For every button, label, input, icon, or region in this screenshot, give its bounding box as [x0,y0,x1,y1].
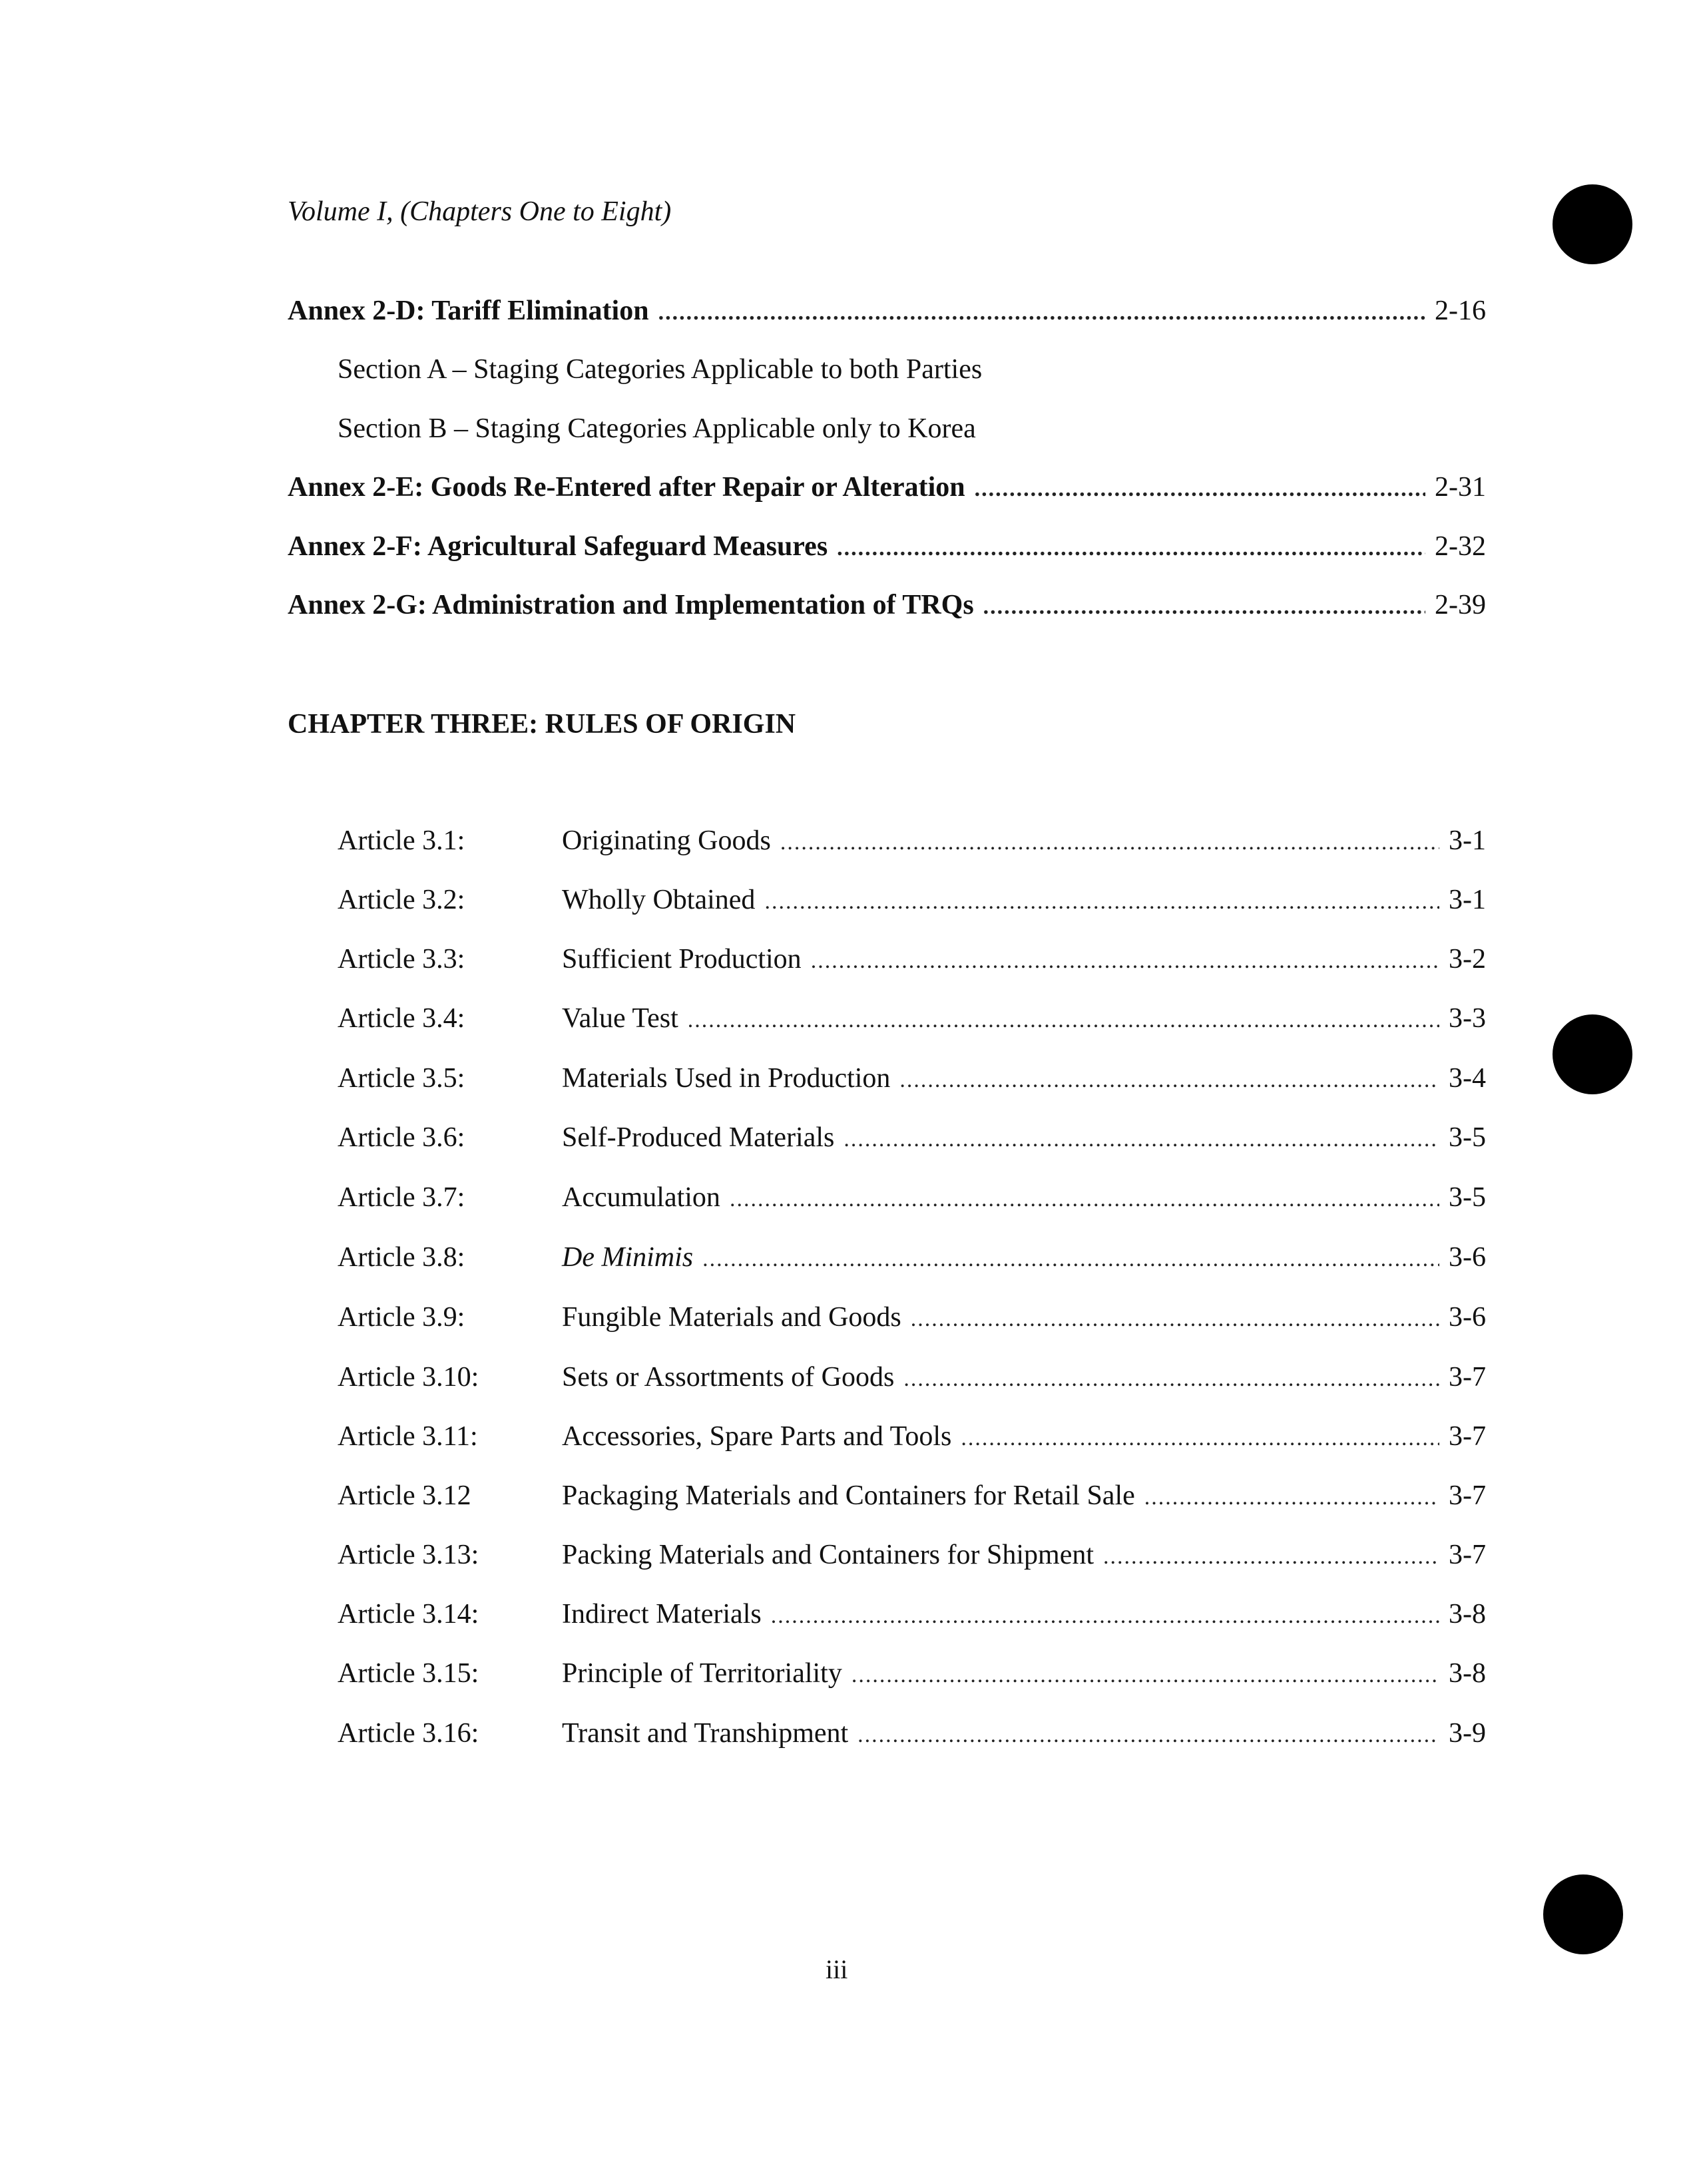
toc-entry-page: 2-31 [1435,472,1486,503]
toc-entry-article [562,1122,1486,1154]
article-number: Article 3.15: [338,1658,479,1689]
article-number: Article 3.14: [338,1599,479,1630]
article-number: Article 3.5: [338,1063,465,1094]
dot-leader [851,1663,1439,1688]
dot-leader [730,1187,1439,1212]
toc-entry-annex [288,295,1486,327]
dot-leader [975,477,1425,502]
toc-entry-page: 3-6 [1449,1242,1486,1273]
dot-leader [771,1604,1439,1629]
dot-leader [857,1723,1439,1748]
toc-entry-title: Originating Goods [562,825,771,856]
toc-entry-article [562,1182,1486,1213]
toc-entry-title: Fungible Materials and Goods [562,1302,901,1333]
toc-entry-article [562,825,1486,857]
toc-entry-title: Principle of Territoriality [562,1658,842,1689]
toc-subsection: Section A – Staging Categories Applicable to both Parties [338,354,983,385]
toc-entry-page: 3-5 [1449,1122,1486,1153]
toc-entry-annex [288,471,1486,503]
toc-entry-annex [288,589,1486,621]
dot-leader [811,949,1439,974]
toc-entry-page: 3-9 [1449,1718,1486,1749]
toc-entry-title: Indirect Materials [562,1599,762,1630]
article-number: Article 3.11: [338,1421,478,1452]
article-number: Article 3.8: [338,1242,465,1273]
toc-entry-title: Packaging Materials and Containers for Retail Sale [562,1480,1135,1511]
dot-leader [688,1008,1439,1033]
toc-entry-article [562,1717,1486,1749]
dot-leader [903,1367,1439,1392]
toc-entry-article [562,1598,1486,1630]
article-number: Article 3.4: [338,1003,465,1034]
dot-leader [780,830,1439,855]
toc-entry-page: 2-16 [1435,296,1486,326]
toc-entry-title: Value Test [562,1003,678,1034]
article-number: Article 3.10: [338,1362,479,1393]
toc-entry-page: 3-1 [1449,885,1486,915]
toc-entry-title: Annex 2-E: Goods Re-Entered after Repair or Alteration [288,472,965,503]
dot-leader [1103,1544,1439,1570]
toc-entry-title: Annex 2-D: Tariff Elimination [288,296,649,326]
dot-leader [911,1307,1439,1332]
article-number: Article 3.3: [338,944,465,975]
dot-leader [961,1426,1439,1451]
toc-entry-title: De Minimis [562,1242,694,1273]
toc-entry-title: Wholly Obtained [562,885,756,915]
article-number: Article 3.2: [338,885,465,915]
toc-subsection: Section B – Staging Categories Applicable only to Korea [338,413,976,444]
article-number: Article 3.1: [338,825,465,856]
toc-entry-article [562,1062,1486,1094]
toc-entry-page: 3-5 [1449,1182,1486,1213]
dot-leader [1144,1485,1439,1510]
punch-hole-top [1553,184,1632,264]
article-number: Article 3.16: [338,1718,479,1749]
toc-entry-page: 3-2 [1449,944,1486,975]
toc-entry-page: 3-1 [1449,825,1486,856]
toc-entry-title: Packing Materials and Containers for Shipment [562,1540,1094,1570]
article-number: Article 3.6: [338,1122,465,1153]
dot-leader [844,1127,1439,1152]
toc-entry-page: 3-7 [1449,1540,1486,1570]
dot-leader [983,594,1425,620]
article-number: Article 3.12 [338,1480,471,1511]
toc-entry-page: 3-8 [1449,1599,1486,1630]
toc-entry-page: 3-4 [1449,1063,1486,1094]
toc-entry-article [562,1657,1486,1689]
toc-entry-title: Annex 2-G: Administration and Implementation of TRQs [288,590,974,620]
toc-entry-article [562,1480,1486,1512]
toc-entry-title: Sufficient Production [562,944,802,975]
toc-entry-title: Materials Used in Production [562,1063,891,1094]
toc-entry-page: 2-39 [1435,590,1486,620]
toc-entry-page: 3-3 [1449,1003,1486,1034]
toc-entry-page: 3-8 [1449,1658,1486,1689]
toc-entry-title: Accumulation [562,1182,720,1213]
toc-entry-title: Accessories, Spare Parts and Tools [562,1421,952,1452]
toc-entry-article [562,1361,1486,1393]
dot-leader [899,1068,1439,1093]
article-number: Article 3.9: [338,1302,465,1333]
dot-leader [658,300,1425,326]
toc-entry-page: 3-7 [1449,1421,1486,1452]
toc-entry-article [562,1301,1486,1333]
dot-leader [764,889,1439,915]
punch-hole-middle [1553,1014,1632,1094]
dot-leader [702,1247,1439,1272]
toc-entry-article [562,1539,1486,1571]
toc-entry-title: Annex 2-F: Agricultural Safeguard Measures [288,531,828,562]
article-number: Article 3.13: [338,1540,479,1570]
toc-entry-annex [288,531,1486,562]
toc-entry-article [562,1420,1486,1452]
toc-entry-page: 3-7 [1449,1480,1486,1511]
article-number: Article 3.7: [338,1182,465,1213]
toc-entry-article [562,943,1486,975]
volume-header: Volume I, (Chapters One to Eight) [288,196,672,227]
toc-entry-title: Self-Produced Materials [562,1122,835,1153]
toc-entry-article [562,1002,1486,1034]
dot-leader [837,536,1425,561]
punch-hole-bottom [1543,1874,1623,1954]
toc-entry-title: Transit and Transhipment [562,1718,849,1749]
toc-entry-article [562,1241,1486,1273]
toc-entry-page: 3-7 [1449,1362,1486,1393]
toc-entry-page: 3-6 [1449,1302,1486,1333]
page-number: iii [826,1954,848,1984]
chapter-title: CHAPTER THREE: RULES OF ORIGIN [288,709,796,740]
toc-entry-page: 2-32 [1435,531,1486,562]
toc-entry-title: Sets or Assortments of Goods [562,1362,895,1393]
toc-entry-article [562,884,1486,916]
